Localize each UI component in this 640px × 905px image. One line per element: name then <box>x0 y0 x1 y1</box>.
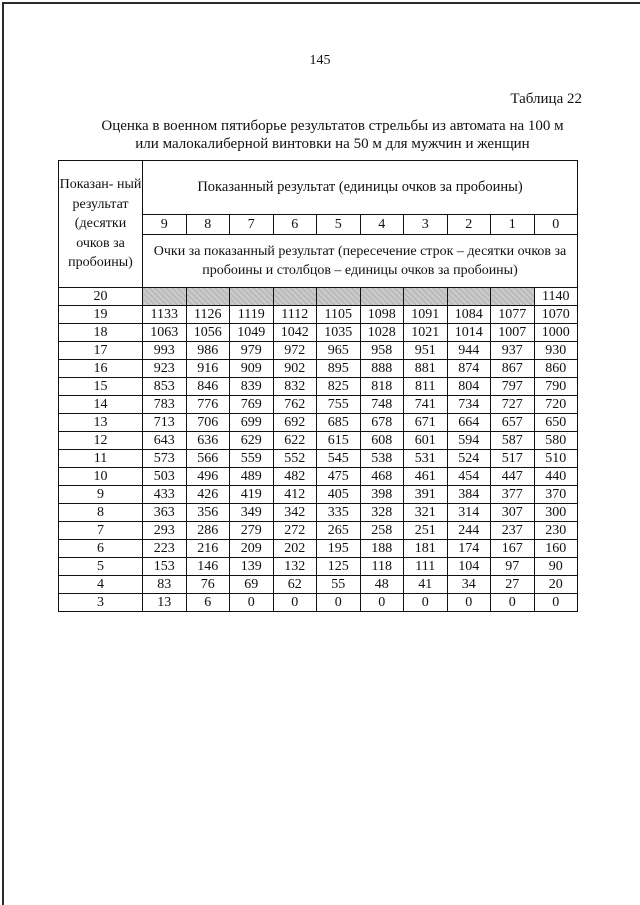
row-label-cell: 14 <box>59 396 143 414</box>
score-cell: 146 <box>186 558 230 576</box>
score-cell: 559 <box>230 450 274 468</box>
row-label-cell: 8 <box>59 504 143 522</box>
score-cell: 972 <box>273 342 317 360</box>
score-table <box>58 160 578 612</box>
score-cell: 552 <box>273 450 317 468</box>
score-cell: 1049 <box>230 324 274 342</box>
row-label-cell: 13 <box>59 414 143 432</box>
score-cell: 118 <box>360 558 404 576</box>
score-cell: 0 <box>534 594 578 612</box>
score-cell: 573 <box>143 450 187 468</box>
score-cell: 790 <box>534 378 578 396</box>
score-cell: 545 <box>317 450 361 468</box>
unit-header-cell: 2 <box>447 215 491 235</box>
table-row <box>59 360 578 378</box>
table-row <box>59 324 578 342</box>
score-cell: 531 <box>404 450 448 468</box>
score-cell: 314 <box>447 504 491 522</box>
score-cell: 139 <box>230 558 274 576</box>
score-cell: 0 <box>404 594 448 612</box>
score-cell: 965 <box>317 342 361 360</box>
score-cell: 167 <box>491 540 535 558</box>
score-cell: 0 <box>317 594 361 612</box>
table-row <box>59 450 578 468</box>
row-header-cell: Показан- ный результат (десятки очков за пробоины) <box>59 161 143 288</box>
score-cell: 384 <box>447 486 491 504</box>
score-cell: 615 <box>317 432 361 450</box>
unit-header-cell: 6 <box>273 215 317 235</box>
score-cell: 601 <box>404 432 448 450</box>
hatched-empty-cell <box>491 288 535 306</box>
score-cell: 0 <box>230 594 274 612</box>
caption-line-2: или малокалиберной винтовки на 50 м для мужчин и женщин <box>135 136 530 152</box>
score-cell: 97 <box>491 558 535 576</box>
score-cell: 1126 <box>186 306 230 324</box>
score-cell: 664 <box>447 414 491 432</box>
score-cell: 720 <box>534 396 578 414</box>
score-cell: 83 <box>143 576 187 594</box>
score-cell: 251 <box>404 522 448 540</box>
score-cell: 951 <box>404 342 448 360</box>
table-row <box>59 468 578 486</box>
score-cell: 62 <box>273 576 317 594</box>
table-row <box>59 540 578 558</box>
score-cell: 307 <box>491 504 535 522</box>
table-row <box>59 288 578 306</box>
header-row-main <box>59 161 578 215</box>
score-cell: 1035 <box>317 324 361 342</box>
score-cell: 776 <box>186 396 230 414</box>
score-cell: 1070 <box>534 306 578 324</box>
points-description-header: Очки за показанный результат (пересечение строк – десятки очков за пробоины и столбцов – единицы очков за пробоины) <box>143 235 578 288</box>
score-cell: 447 <box>491 468 535 486</box>
row-label-cell: 20 <box>59 288 143 306</box>
score-cell: 923 <box>143 360 187 378</box>
row-label-cell: 16 <box>59 360 143 378</box>
row-label-cell: 18 <box>59 324 143 342</box>
score-cell: 650 <box>534 414 578 432</box>
score-cell: 412 <box>273 486 317 504</box>
score-cell: 622 <box>273 432 317 450</box>
score-cell: 839 <box>230 378 274 396</box>
table-row <box>59 576 578 594</box>
score-cell: 111 <box>404 558 448 576</box>
hatched-empty-cell <box>230 288 274 306</box>
table-row <box>59 432 578 450</box>
score-cell: 195 <box>317 540 361 558</box>
score-cell: 293 <box>143 522 187 540</box>
score-cell: 1084 <box>447 306 491 324</box>
score-cell: 797 <box>491 378 535 396</box>
score-cell: 20 <box>534 576 578 594</box>
table-row <box>59 378 578 396</box>
score-cell: 69 <box>230 576 274 594</box>
score-cell: 685 <box>317 414 361 432</box>
score-cell: 748 <box>360 396 404 414</box>
score-cell: 594 <box>447 432 491 450</box>
score-cell: 1133 <box>143 306 187 324</box>
score-cell: 27 <box>491 576 535 594</box>
score-cell: 335 <box>317 504 361 522</box>
table-row <box>59 414 578 432</box>
score-cell: 237 <box>491 522 535 540</box>
score-cell: 888 <box>360 360 404 378</box>
score-cell: 202 <box>273 540 317 558</box>
score-cell: 419 <box>230 486 274 504</box>
score-cell: 0 <box>273 594 317 612</box>
score-cell: 881 <box>404 360 448 378</box>
score-cell: 48 <box>360 576 404 594</box>
score-cell: 580 <box>534 432 578 450</box>
row-label-cell: 15 <box>59 378 143 396</box>
score-cell: 608 <box>360 432 404 450</box>
score-cell: 1000 <box>534 324 578 342</box>
score-cell: 762 <box>273 396 317 414</box>
score-cell: 153 <box>143 558 187 576</box>
score-cell: 930 <box>534 342 578 360</box>
score-cell: 1091 <box>404 306 448 324</box>
table-row <box>59 396 578 414</box>
row-label-cell: 6 <box>59 540 143 558</box>
score-cell: 188 <box>360 540 404 558</box>
score-cell: 699 <box>230 414 274 432</box>
score-cell: 853 <box>143 378 187 396</box>
score-cell: 1077 <box>491 306 535 324</box>
score-cell: 958 <box>360 342 404 360</box>
score-cell: 223 <box>143 540 187 558</box>
caption-line-1: Оценка в военном пятиборье результатов стрельбы из автомата на 100 м <box>101 118 564 134</box>
row-label-cell: 19 <box>59 306 143 324</box>
hatched-empty-cell <box>273 288 317 306</box>
score-cell: 482 <box>273 468 317 486</box>
score-cell: 524 <box>447 450 491 468</box>
table-row <box>59 558 578 576</box>
score-cell: 1140 <box>534 288 578 306</box>
hatched-empty-cell <box>317 288 361 306</box>
score-cell: 230 <box>534 522 578 540</box>
unit-header-cell: 0 <box>534 215 578 235</box>
row-label-cell: 7 <box>59 522 143 540</box>
score-cell: 818 <box>360 378 404 396</box>
score-cell: 986 <box>186 342 230 360</box>
score-cell: 811 <box>404 378 448 396</box>
score-cell: 454 <box>447 468 491 486</box>
hatched-empty-cell <box>447 288 491 306</box>
score-cell: 503 <box>143 468 187 486</box>
table-row <box>59 594 578 612</box>
score-cell: 783 <box>143 396 187 414</box>
score-cell: 706 <box>186 414 230 432</box>
score-cell: 398 <box>360 486 404 504</box>
score-cell: 937 <box>491 342 535 360</box>
table-row <box>59 504 578 522</box>
score-cell: 104 <box>447 558 491 576</box>
score-cell: 1014 <box>447 324 491 342</box>
row-label-cell: 17 <box>59 342 143 360</box>
score-cell: 6 <box>186 594 230 612</box>
score-cell: 377 <box>491 486 535 504</box>
row-label-cell: 4 <box>59 576 143 594</box>
score-cell: 895 <box>317 360 361 378</box>
score-cell: 125 <box>317 558 361 576</box>
score-cell: 643 <box>143 432 187 450</box>
score-cell: 629 <box>230 432 274 450</box>
score-cell: 265 <box>317 522 361 540</box>
score-cell: 258 <box>360 522 404 540</box>
unit-header-cell: 4 <box>360 215 404 235</box>
unit-header-cell: 5 <box>317 215 361 235</box>
score-cell: 657 <box>491 414 535 432</box>
score-cell: 1105 <box>317 306 361 324</box>
score-cell: 1119 <box>230 306 274 324</box>
row-label-cell: 10 <box>59 468 143 486</box>
score-cell: 636 <box>186 432 230 450</box>
score-cell: 860 <box>534 360 578 378</box>
score-cell: 846 <box>186 378 230 396</box>
score-cell: 468 <box>360 468 404 486</box>
score-cell: 321 <box>404 504 448 522</box>
score-cell: 510 <box>534 450 578 468</box>
row-label-cell: 9 <box>59 486 143 504</box>
score-cell: 475 <box>317 468 361 486</box>
score-cell: 370 <box>534 486 578 504</box>
score-cell: 993 <box>143 342 187 360</box>
score-cell: 874 <box>447 360 491 378</box>
score-cell: 272 <box>273 522 317 540</box>
score-cell: 405 <box>317 486 361 504</box>
score-cell: 160 <box>534 540 578 558</box>
score-cell: 90 <box>534 558 578 576</box>
hatched-empty-cell <box>404 288 448 306</box>
score-cell: 76 <box>186 576 230 594</box>
score-cell: 1112 <box>273 306 317 324</box>
unit-header-cell: 3 <box>404 215 448 235</box>
score-cell: 1056 <box>186 324 230 342</box>
score-cell: 279 <box>230 522 274 540</box>
score-cell: 1021 <box>404 324 448 342</box>
score-cell: 0 <box>491 594 535 612</box>
table-row <box>59 306 578 324</box>
score-cell: 1063 <box>143 324 187 342</box>
units-main-header: Показанный результат (единицы очков за пробоины) <box>143 161 578 215</box>
score-cell: 300 <box>534 504 578 522</box>
score-cell: 356 <box>186 504 230 522</box>
page-number: 145 <box>309 53 331 68</box>
table-row <box>59 522 578 540</box>
score-cell: 55 <box>317 576 361 594</box>
hatched-empty-cell <box>143 288 187 306</box>
score-cell: 916 <box>186 360 230 378</box>
score-cell: 349 <box>230 504 274 522</box>
hatched-empty-cell <box>186 288 230 306</box>
row-label-cell: 5 <box>59 558 143 576</box>
unit-header-cell: 1 <box>491 215 535 235</box>
score-cell: 734 <box>447 396 491 414</box>
score-cell: 741 <box>404 396 448 414</box>
score-cell: 713 <box>143 414 187 432</box>
table-row <box>59 342 578 360</box>
row-label-cell: 11 <box>59 450 143 468</box>
unit-header-cell: 9 <box>143 215 187 235</box>
score-cell: 489 <box>230 468 274 486</box>
score-cell: 587 <box>491 432 535 450</box>
score-cell: 755 <box>317 396 361 414</box>
score-cell: 692 <box>273 414 317 432</box>
score-cell: 209 <box>230 540 274 558</box>
score-cell: 769 <box>230 396 274 414</box>
score-cell: 678 <box>360 414 404 432</box>
score-cell: 13 <box>143 594 187 612</box>
score-cell: 216 <box>186 540 230 558</box>
hatched-empty-cell <box>360 288 404 306</box>
score-cell: 566 <box>186 450 230 468</box>
score-cell: 804 <box>447 378 491 396</box>
score-cell: 440 <box>534 468 578 486</box>
score-cell: 1098 <box>360 306 404 324</box>
table-label: Таблица 22 <box>510 91 582 107</box>
score-cell: 328 <box>360 504 404 522</box>
score-cell: 391 <box>404 486 448 504</box>
score-cell: 461 <box>404 468 448 486</box>
score-cell: 0 <box>447 594 491 612</box>
table-row <box>59 486 578 504</box>
unit-header-cell: 8 <box>186 215 230 235</box>
score-cell: 496 <box>186 468 230 486</box>
score-cell: 671 <box>404 414 448 432</box>
score-cell: 825 <box>317 378 361 396</box>
table-body <box>59 288 578 612</box>
score-cell: 517 <box>491 450 535 468</box>
score-cell: 727 <box>491 396 535 414</box>
unit-header-cell: 7 <box>230 215 274 235</box>
score-cell: 342 <box>273 504 317 522</box>
score-cell: 1042 <box>273 324 317 342</box>
score-cell: 1007 <box>491 324 535 342</box>
row-label-cell: 12 <box>59 432 143 450</box>
score-cell: 41 <box>404 576 448 594</box>
score-cell: 244 <box>447 522 491 540</box>
score-cell: 286 <box>186 522 230 540</box>
score-cell: 902 <box>273 360 317 378</box>
score-cell: 34 <box>447 576 491 594</box>
row-label-cell: 3 <box>59 594 143 612</box>
score-cell: 433 <box>143 486 187 504</box>
score-cell: 867 <box>491 360 535 378</box>
table-caption <box>60 117 605 153</box>
score-cell: 363 <box>143 504 187 522</box>
score-cell: 426 <box>186 486 230 504</box>
score-cell: 979 <box>230 342 274 360</box>
score-cell: 832 <box>273 378 317 396</box>
score-cell: 538 <box>360 450 404 468</box>
score-cell: 181 <box>404 540 448 558</box>
score-cell: 174 <box>447 540 491 558</box>
score-cell: 1028 <box>360 324 404 342</box>
score-cell: 132 <box>273 558 317 576</box>
score-cell: 909 <box>230 360 274 378</box>
score-cell: 944 <box>447 342 491 360</box>
score-cell: 0 <box>360 594 404 612</box>
